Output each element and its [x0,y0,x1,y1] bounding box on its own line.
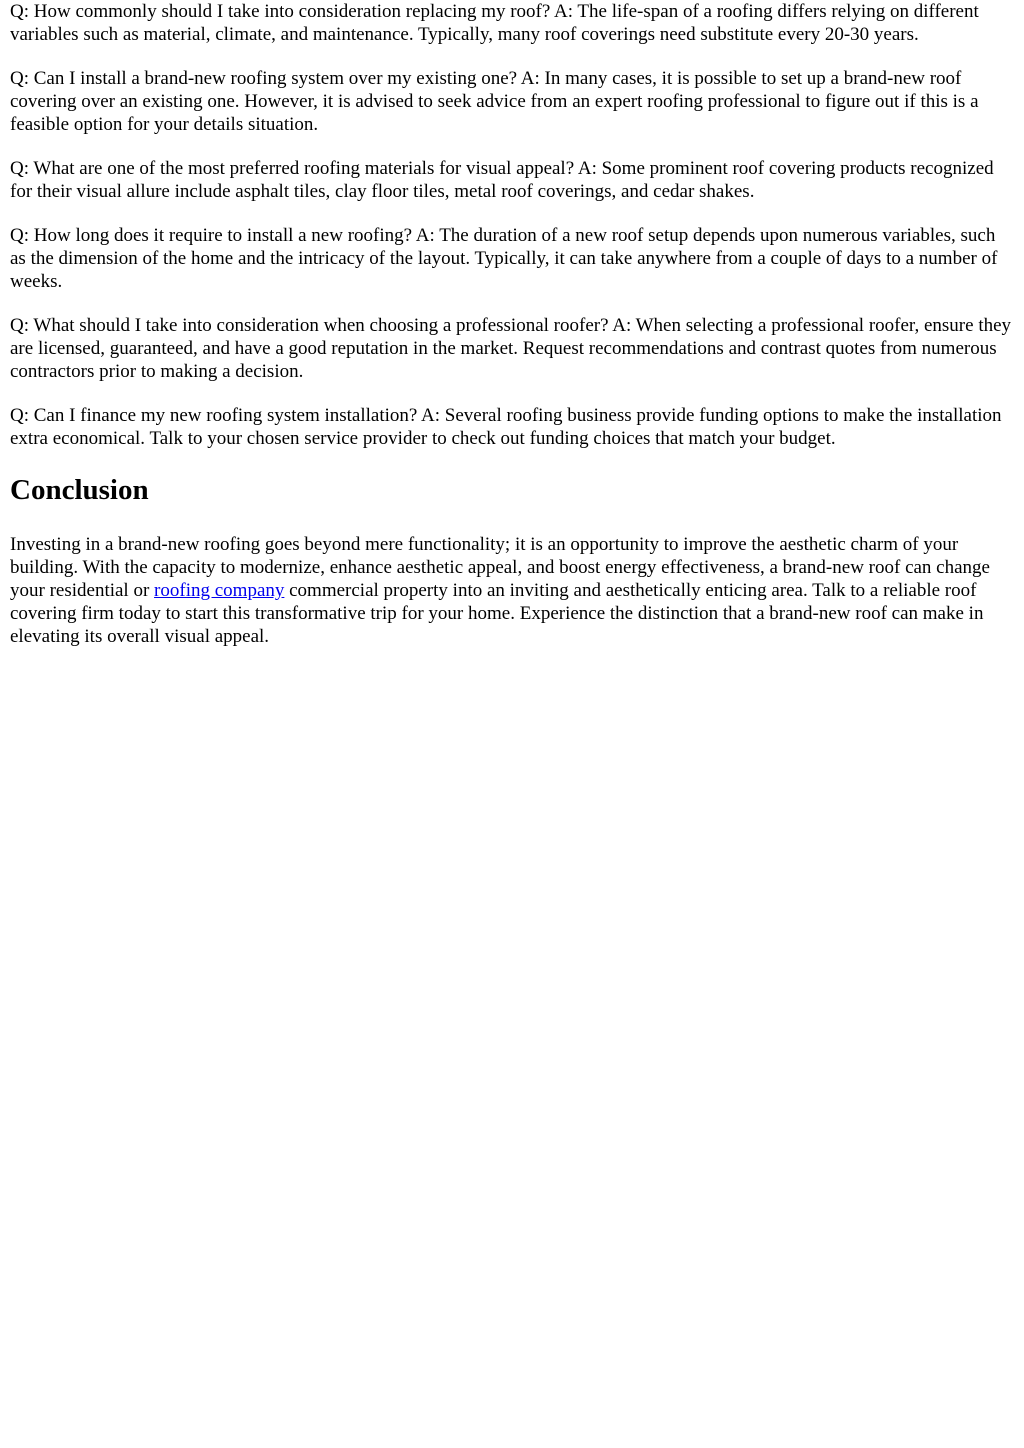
faq-item-install-over-existing: Q: Can I install a brand-new roofing system over my existing one? A: In many cases, it is possible to set up a brand-new roof covering over an existing one. However, it is advised to seek advice from an expert roofing professional to figure out if this is a feasible option for your details situation. [10,68,979,135]
faq-item-install-duration: Q: How long does it require to install a new roofing? A: The duration of a new roof setup depends upon numerous variables, such as the dimension of the home and the intricacy of the layout. Typically, it can take anywhere from a couple of days to a number of weeks. [10,225,998,292]
conclusion-paragraph [10,533,1014,648]
faq-item-financing: Q: Can I finance my new roofing system installation? A: Several roofing business provide funding options to make the installation extra economical. Talk to your chosen service provider to check out funding choices that match your budget. [10,405,1002,449]
roofing-company-link[interactable]: roofing company [154,580,285,601]
faq-list [10,0,1014,450]
faq-item-choosing-roofer: Q: What should I take into consideration when choosing a professional roofer? A: When selecting a professional roofer, ensure they are licensed, guaranteed, and have a good reputation in the market. Request recommendations and contrast quotes from numerous contractors prior to making a decision. [10,315,1012,382]
faq-item-replacing-roof: Q: How commonly should I take into consideration replacing my roof? A: The life-span of a roofing differs relying on different variables such as material, climate, and maintenance. Typically, many roof coverings need substitute every 20-30 years. [10,1,979,45]
conclusion-text-after-link: commercial property into an inviting and aesthetically enticing area. Talk to a reliable roof covering firm today to start this transformative trip for your home. Experience the distinction that a brand-new roof can make in elevating its overall visual appeal. [10,580,984,647]
conclusion-heading: Conclusion [10,474,149,506]
faq-item-roofing-materials: Q: What are one of the most preferred roofing materials for visual appeal? A: Some prominent roof covering products recognized for their visual allure include asphalt tiles, clay floor tiles, metal roof coverings, and cedar shakes. [10,158,994,202]
conclusion-text-before-link: Investing in a brand-new roofing goes beyond mere functionality; it is an opportunity to improve the aesthetic charm of your building. With the capacity to modernize, enhance aesthetic appeal, and boost energy effectiveness, a brand-new roof can change your residential or [10,534,990,601]
